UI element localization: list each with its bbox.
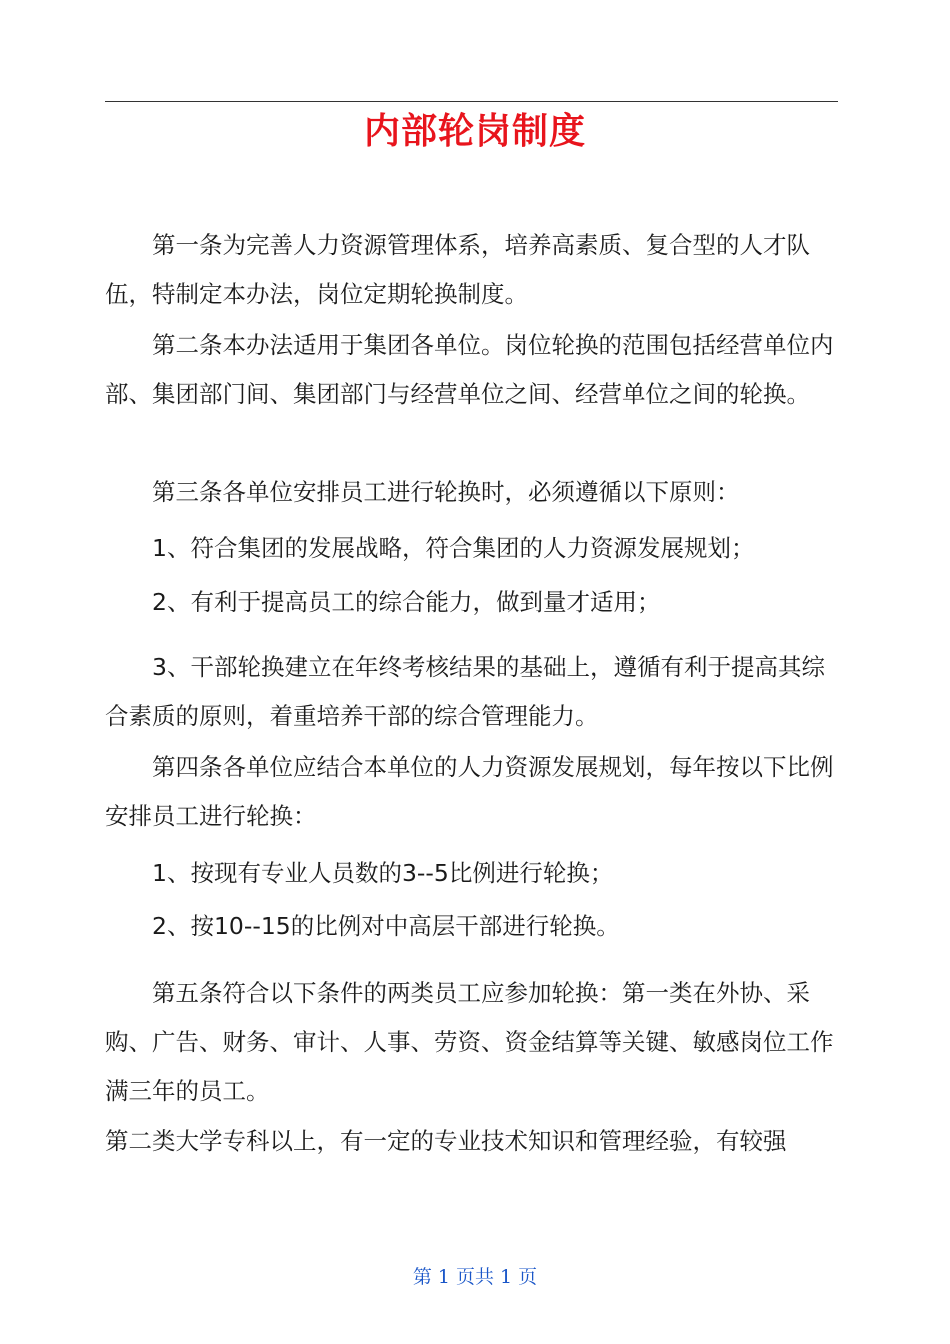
page-number: 第 1 页共 1 页 [412, 1266, 538, 1288]
article-4-paragraph: 第四条各单位应结合本单位的人力资源发展规划，每年按以下比例安排员工进行轮换： [105, 753, 834, 830]
document-title: 内部轮岗制度 [363, 111, 586, 152]
article-4-item-1: 1、按现有专业人员数的3--5比例进行轮换； [152, 859, 614, 887]
article-5-continuation: 第二类大学专科以上，有一定的专业技术知识和管理经验，有较强 [105, 1127, 787, 1155]
article-3-item-3: 3、干部轮换建立在年终考核结果的基础上，遵循有利于提高其综合素质的原则，着重培养干部的综合管理能力。 [105, 653, 825, 730]
article-2-paragraph: 第二条本办法适用于集团各单位。岗位轮换的范围包括经营单位内部、集团部门间、集团部门与经营单位之间、经营单位之间的轮换。 [105, 331, 834, 408]
article-5-paragraph: 第五条符合以下条件的两类员工应参加轮换：第一类在外协、采购、广告、财务、审计、人事、劳资、资金结算等关键、敏感岗位工作满三年的员工。 [105, 979, 834, 1105]
article-3-item-1: 1、符合集团的发展战略，符合集团的人力资源发展规划； [152, 534, 755, 562]
article-4-item-2: 2、按10--15的比例对中高层干部进行轮换。 [152, 912, 620, 940]
article-1-paragraph: 第一条为完善人力资源管理体系，培养高素质、复合型的人才队伍，特制定本办法，岗位定期轮换制度。 [105, 231, 810, 308]
article-3-paragraph: 第三条各单位安排员工进行轮换时，必须遵循以下原则： [152, 478, 740, 506]
header-rule [105, 101, 838, 102]
article-3-item-2: 2、有利于提高员工的综合能力，做到量才适用； [152, 588, 661, 616]
